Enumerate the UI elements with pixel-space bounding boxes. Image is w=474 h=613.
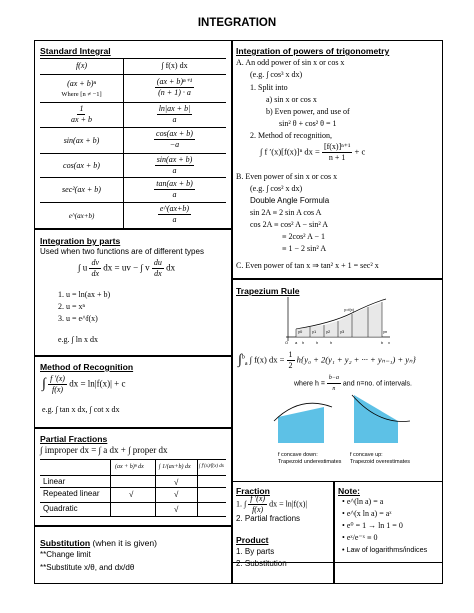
page-title: INTEGRATION	[197, 17, 277, 29]
partial-col-1: (ax + b)ⁿ dx	[115, 464, 144, 470]
trig-b-f3: ≡ 2cos² A − 1	[282, 232, 325, 241]
row1-fx: (ax + b)ⁿ	[67, 79, 96, 88]
trig-b-title: Double Angle Formula	[250, 196, 330, 205]
recognition-formula: ∫ $\frac{f '(x)}{f(x)}$ dx = ln|f(x)| + c	[42, 374, 126, 394]
note-item-4: • eˣ/e⁻ˣ ≡ 0	[342, 533, 378, 542]
trapezium-where: where h = $\frac{b-a}{n}$ and n=no. of intervals.	[294, 375, 412, 392]
ordinate-y1: y1	[312, 329, 317, 334]
row6-fx: e^(ax+b)	[68, 212, 95, 220]
partial-heading: Partial Fractions	[40, 434, 108, 444]
row3-int: $\frac{\cos(ax + b)}{-a}$	[156, 129, 193, 149]
row3-fx: sin(ax + b)	[63, 136, 100, 145]
note-item-5: • Law of logarithms/indices	[342, 545, 428, 554]
product-item-1: 1. By parts	[236, 547, 275, 556]
partial-linear-check: √	[174, 478, 179, 487]
axis-label-h1: h	[302, 340, 305, 345]
trig-a1b: b) Even power, and use of	[266, 107, 350, 116]
trapezium-heading: Trapezium Rule	[236, 286, 300, 296]
axis-label-a: a	[295, 340, 298, 345]
row2-fx: $\frac{1}{ax + b}$	[71, 104, 92, 124]
concave-down-diagram	[270, 397, 340, 449]
trig-a1b2: sin² θ + cos² θ = 1	[279, 119, 337, 128]
concave-up-caption: f concave up: Trapezoid overestimates	[350, 452, 411, 465]
note-item-2: • e^(x ln a) = aˣ	[342, 509, 392, 518]
by-parts-formula: ∫ u $\frac{dv}{dx}$ dx = uv − ∫ v $\frac{du}{dx}$ dx	[78, 258, 176, 278]
recognition-example: e.g. ∫ tan x dx, ∫ cot x dx	[42, 405, 120, 414]
ordinate-y2: y2	[326, 329, 331, 334]
trig-b-f2: cos 2A ≡ cos² A − sin² A	[250, 220, 329, 229]
by-parts-example: e.g. ∫ ln x dx	[58, 335, 98, 344]
row1-int: $\frac{\text{(ax + b)ⁿ⁺¹}}{(n + 1) \cdot a}$	[156, 77, 193, 97]
by-parts-item-3: 3. u = e^f(x)	[58, 314, 98, 323]
product-item-2: 2. Substitution	[236, 559, 287, 568]
trig-a-eg: (e.g. ∫ cos³ x dx)	[250, 70, 303, 79]
note-item-1: • e^(ln a) = a	[342, 497, 384, 506]
trig-a2-formula: ∫ f ′(x)[f(x)]ⁿ dx = $\frac{\text{[f(x)]ⁿ⁺¹}}{n + 1}$ + c	[260, 142, 366, 162]
trapezoids	[296, 302, 382, 337]
curve-label: y=f(x)	[344, 307, 355, 312]
note-item-3: • e⁰ = 1 → ln 1 = 0	[342, 521, 403, 530]
col-header-fx: f(x)	[75, 61, 88, 70]
axis-label-h2: h	[316, 340, 319, 345]
partial-quadratic-check: √	[174, 505, 179, 514]
ordinate-y3: y3	[340, 329, 345, 334]
by-parts-heading: Integration by parts	[40, 236, 121, 246]
partial-formula: ∫ improper dx = ∫ a dx + ∫ proper dx	[40, 445, 168, 455]
row1-fx-note: Where [n ≠ −1]	[61, 91, 102, 98]
axis-label-o: O	[285, 340, 289, 345]
partial-row-linear: Linear	[43, 477, 66, 486]
by-parts-item-2: 2. u = xⁿ	[58, 302, 86, 311]
fraction-item-1: 1. ∫ $\frac{f '(x)}{f(x)}$ dx = ln|f(x)|	[236, 494, 307, 514]
substitution-heading: Substitution (when it is given)	[40, 538, 157, 548]
ordinate-yn: yn	[383, 329, 388, 334]
row6-int: $\frac{e\^{}(ax+b)}{a}$	[159, 204, 190, 224]
fraction-heading: Fraction	[236, 486, 270, 496]
recognition-heading: Method of Recognition	[40, 362, 134, 372]
partial-repeated-check-2: √	[174, 490, 179, 499]
substitution-line-1: **Change limit	[40, 550, 91, 559]
row5-int: $\frac{\tan(ax + b)}{a}$	[156, 179, 193, 199]
standard-integral-heading: Standard Integral	[40, 46, 111, 56]
row2-int: $\frac{\ln|ax + b|}{a}$	[158, 104, 191, 124]
trig-a1a: a) sin x or cos x	[266, 95, 317, 104]
by-parts-subtitle: Used when two functions are of different types	[40, 247, 204, 256]
row4-fx: cos(ax + b)	[63, 161, 100, 170]
product-heading: Product	[236, 535, 269, 545]
trig-a1: 1. Split into	[250, 83, 288, 92]
trig-b-f1: sin 2A ≡ 2 sin A cos A	[250, 208, 322, 217]
col-header-integral: ∫ f(x) dx	[161, 61, 188, 70]
concave-up-diagram	[348, 391, 418, 449]
partial-col-3: ∫ f′(x)/f(x) dx	[199, 464, 224, 469]
concave-down-caption: f concave down: Trapezoid underestimates	[278, 452, 342, 465]
partial-row-repeated: Repeated linear	[43, 489, 100, 498]
partial-row-quadratic: Quadratic	[43, 504, 78, 513]
axis-label-b: b	[381, 340, 384, 345]
trig-b-f4: ≡ 1 − 2 sin² A	[282, 244, 327, 253]
row4-int: $\frac{\sin(ax + b)}{a}$	[156, 155, 193, 175]
fraction-item-2: 2. Partial fractions	[236, 514, 301, 523]
partial-col-2: ∫ 1/(ax+b) dx	[159, 464, 191, 470]
trig-a-line: A. An odd power of sin x or cos x	[236, 58, 345, 67]
trig-b-line: B. Even power of sin x or cos x	[236, 172, 338, 181]
trapezium-diagram	[282, 295, 394, 347]
axis-label-x: x	[388, 340, 390, 345]
ordinate-y0: y0	[298, 329, 303, 334]
trig-c-line: C. Even power of tan x ⇒ tan² x + 1 = sec² x	[236, 261, 379, 270]
by-parts-item-1: 1. u = ln(ax + b)	[58, 290, 111, 299]
trig-a2: 2. Method of recognition,	[250, 131, 332, 140]
trig-b-eg: (e.g. ∫ cos² x dx)	[250, 184, 303, 193]
note-heading: Note:	[338, 486, 360, 496]
trig-heading: Integration of powers of trigonometry	[236, 46, 390, 56]
substitution-line-2: **Substitute x/θ, and dx/dθ	[40, 563, 135, 572]
row5-fx: sec²(ax + b)	[62, 185, 101, 194]
partial-repeated-check-1: √	[129, 490, 134, 499]
axis-label-h3: h	[330, 340, 333, 345]
trapezium-formula: ∫$^b_a$ ∫ f(x) dx = $\frac{1}{2}$ h{y₀ + 2(y₁ + y₂ + ··· + yₙ₋₁) + yₙ}	[238, 350, 416, 370]
